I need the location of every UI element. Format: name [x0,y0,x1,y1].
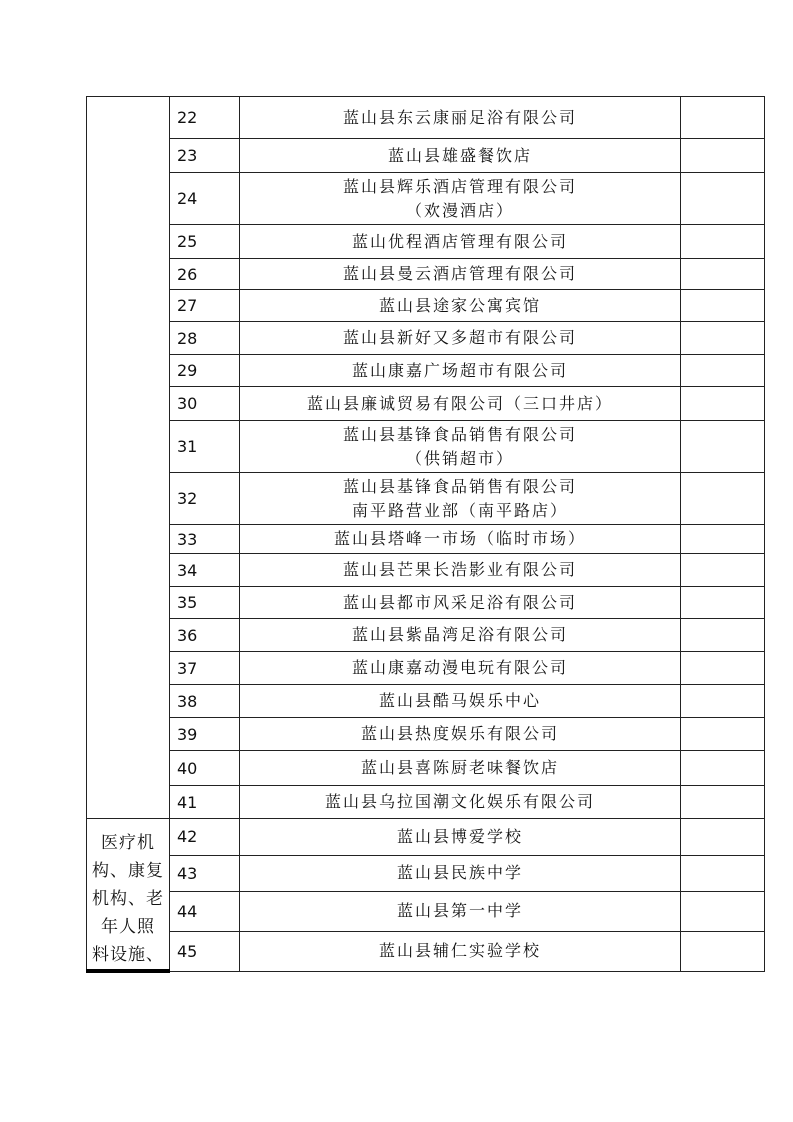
table-row [87,473,765,525]
row-number: 35 [170,587,240,619]
row-number: 40 [170,751,240,786]
table-row [87,587,765,619]
entity-name-line2: 南平路营业部（南平路店） [351,500,568,520]
row-number: 22 [170,97,240,139]
row-number: 43 [170,855,240,892]
remarks-cell [681,819,765,856]
remarks-cell [681,259,765,290]
entity-name: 蓝山县塔峰一市场（临时市场） [333,529,586,548]
table-row [87,892,765,932]
entity-name-cell [240,97,681,139]
table-row [87,931,765,971]
entity-name: 蓝山县辉乐酒店管理有限公司 [342,176,577,196]
entity-name: 蓝山县基锋食品销售有限公司 [342,476,577,496]
entity-name-cell [240,619,681,652]
remarks-cell [681,225,765,259]
row-number: 33 [170,525,240,554]
entity-name-cell [240,554,681,587]
row-number: 28 [170,322,240,355]
entity-name-cell [240,322,681,355]
row-number: 37 [170,652,240,685]
remarks-cell [681,718,765,751]
row-number: 26 [170,259,240,290]
category-label-line: 年人照 [101,917,155,937]
row-number: 27 [170,290,240,322]
entity-name-line2: （供销超市） [405,448,514,468]
category-cell [87,97,170,819]
remarks-cell [681,786,765,819]
row-number: 25 [170,225,240,259]
table-row [87,290,765,322]
table-row [87,652,765,685]
entity-name: 蓝山县途家公寓宾馆 [378,295,541,315]
remarks-cell [681,751,765,786]
entity-name-cell [240,355,681,387]
remarks-cell [681,587,765,619]
category-cell-medical [87,819,170,972]
table-row [87,525,765,554]
entity-name: 蓝山县辅仁实验学校 [378,941,541,961]
entity-name-cell [240,652,681,685]
row-number: 34 [170,554,240,587]
entity-table [86,96,765,973]
entity-name-cell [240,892,681,932]
entity-name-cell [240,473,681,525]
remarks-cell [681,473,765,525]
remarks-cell [681,892,765,932]
entity-name: 蓝山县芒果长浩影业有限公司 [342,560,577,579]
table-row [87,751,765,786]
table-row [87,554,765,587]
remarks-cell [681,97,765,139]
table-row [87,685,765,718]
table-row [87,786,765,819]
row-number: 29 [170,355,240,387]
entity-name: 蓝山县都市风采足浴有限公司 [342,592,577,612]
entity-name: 蓝山县东云康丽足浴有限公司 [342,107,577,127]
entity-name: 蓝山优程酒店管理有限公司 [351,231,568,251]
row-number: 44 [170,892,240,932]
entity-name-cell [240,931,681,971]
table-row [87,173,765,225]
entity-name-cell [240,587,681,619]
remarks-cell [681,355,765,387]
entity-name: 蓝山县雄盛餐饮店 [387,145,532,165]
row-number: 36 [170,619,240,652]
entity-name-cell [240,786,681,819]
row-number: 31 [170,421,240,473]
category-label-line: 料设施、 [92,945,164,965]
table-row [87,139,765,173]
table-row [87,322,765,355]
remarks-cell [681,421,765,473]
remarks-cell [681,290,765,322]
row-number: 32 [170,473,240,525]
remarks-cell [681,652,765,685]
entity-name: 蓝山县博爱学校 [396,826,523,846]
entity-name: 蓝山县乌拉国潮文化娱乐有限公司 [324,792,595,811]
entity-name: 蓝山县热度娱乐有限公司 [360,724,559,743]
remarks-cell [681,322,765,355]
row-number: 42 [170,819,240,856]
entity-name-cell [240,259,681,290]
table-row [87,718,765,751]
entity-name-cell [240,225,681,259]
entity-name: 蓝山县紫晶湾足浴有限公司 [351,625,568,644]
remarks-cell [681,387,765,421]
entity-name: 蓝山县基锋食品销售有限公司 [342,424,577,444]
entity-name-cell [240,855,681,892]
row-number: 24 [170,173,240,225]
table-row [87,97,765,139]
entity-name-cell [240,525,681,554]
remarks-cell [681,525,765,554]
entity-name: 蓝山县酷马娱乐中心 [378,691,541,710]
entity-name: 蓝山康嘉动漫电玩有限公司 [351,658,568,677]
entity-name-cell [240,290,681,322]
table-row [87,819,765,856]
entity-name: 蓝山县曼云酒店管理有限公司 [342,264,577,283]
category-label-line: 机构、老 [92,889,164,909]
entity-name-cell [240,718,681,751]
entity-name-cell [240,819,681,856]
entity-name: 蓝山县廉诚贸易有限公司（三口井店） [306,393,613,413]
row-number: 38 [170,685,240,718]
remarks-cell [681,139,765,173]
remarks-cell [681,554,765,587]
remarks-cell [681,855,765,892]
entity-name-cell [240,173,681,225]
entity-name-cell [240,751,681,786]
table-row [87,225,765,259]
row-number: 30 [170,387,240,421]
entity-name-cell [240,387,681,421]
row-number: 23 [170,139,240,173]
table-row [87,421,765,473]
row-number: 41 [170,786,240,819]
entity-name: 蓝山县新好又多超市有限公司 [342,328,577,347]
entity-name: 蓝山县喜陈厨老味餐饮店 [360,758,559,777]
row-number: 45 [170,931,240,971]
remarks-cell [681,931,765,971]
category-label-line: 构、康复 [92,861,164,881]
entity-name-cell [240,139,681,173]
remarks-cell [681,619,765,652]
category-label-line: 医疗机 [101,833,155,853]
table-row [87,855,765,892]
table-row [87,355,765,387]
remarks-cell [681,685,765,718]
entity-name: 蓝山县第一中学 [396,901,523,921]
row-number: 39 [170,718,240,751]
table-row [87,619,765,652]
table-row [87,259,765,290]
entity-name: 蓝山县民族中学 [396,863,523,883]
entity-name-cell [240,421,681,473]
remarks-cell [681,173,765,225]
entity-name: 蓝山康嘉广场超市有限公司 [351,360,568,380]
entity-name-line2: （欢漫酒店） [405,200,514,220]
entity-name-cell [240,685,681,718]
table-row [87,387,765,421]
